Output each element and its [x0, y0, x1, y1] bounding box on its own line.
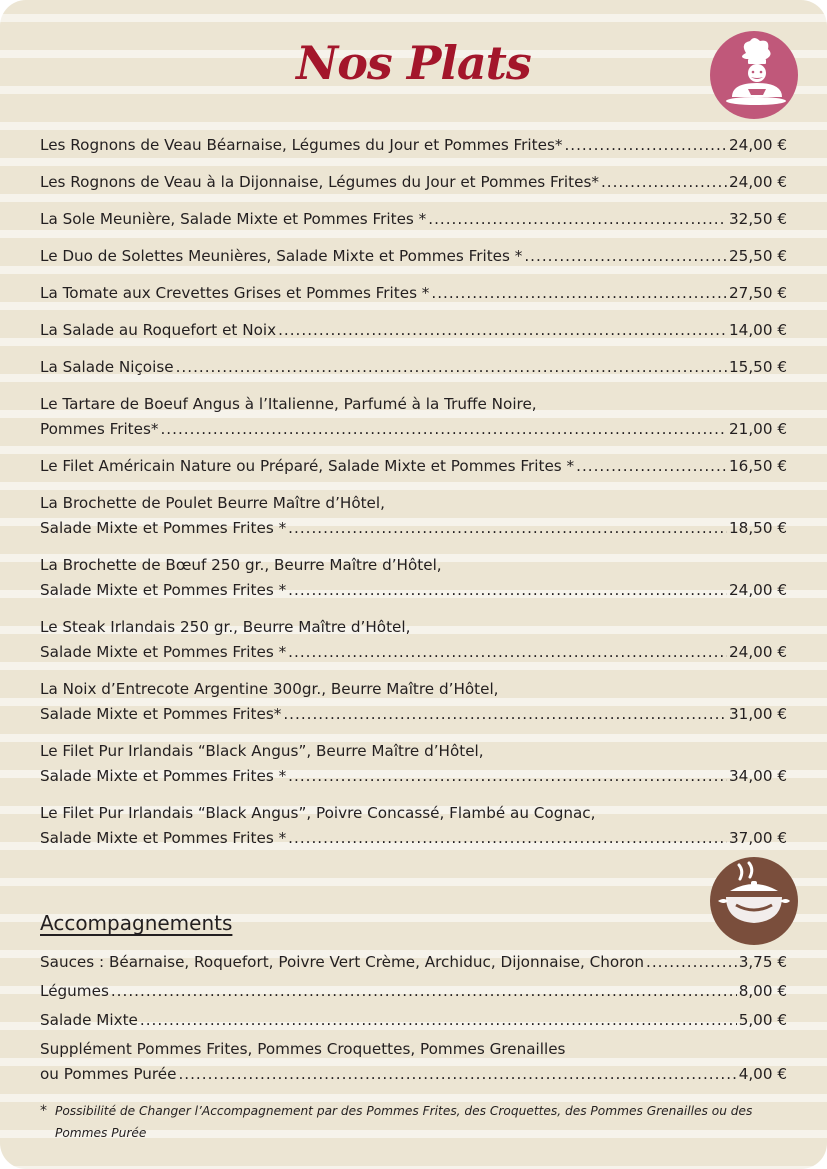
menu-item	[40, 553, 787, 603]
menu-item	[40, 739, 787, 789]
menu-item-name: Les Rognons de Veau Béarnaise, Légumes du Jour et Pommes Frites*	[40, 136, 563, 154]
menu-item	[40, 207, 787, 232]
menu-item-name: Sauces : Béarnaise, Roquefort, Poivre Vert Crème, Archiduc, Dijonnaise, Choron	[40, 953, 644, 971]
menu-item	[40, 318, 787, 343]
menu-item	[40, 454, 787, 479]
menu-item-name: Légumes	[40, 982, 109, 1000]
menu-item-name: Salade Mixte et Pommes Frites *	[40, 829, 287, 847]
menu-item	[40, 615, 787, 665]
menu-item-price: 8,00 €	[738, 982, 787, 1000]
menu-item-name: La Salade Niçoise	[40, 358, 174, 376]
menu-item-description: La Brochette de Bœuf 250 gr., Beurre Maître d’Hôtel,	[40, 556, 442, 574]
menu-item-name: Le Filet Américain Nature ou Préparé, Salade Mixte et Pommes Frites *	[40, 457, 575, 475]
menu-item	[40, 392, 787, 442]
menu-item-description: La Noix d’Entrecote Argentine 300gr., Beurre Maître d’Hôtel,	[40, 680, 499, 698]
menu-item-name: La Sole Meunière, Salade Mixte et Pommes Frites *	[40, 210, 427, 228]
menu-item-description: Le Steak Irlandais 250 gr., Beurre Maître d’Hôtel,	[40, 618, 411, 636]
menu-item-price: 34,00 €	[729, 767, 787, 785]
menu-item-price: 4,00 €	[738, 1065, 787, 1083]
menu-item-name: Salade Mixte et Pommes Frites *	[40, 581, 287, 599]
menu-item-description: Le Filet Pur Irlandais “Black Angus”, Beurre Maître d’Hôtel,	[40, 742, 484, 760]
menu-item-name: Salade Mixte et Pommes Frites *	[40, 519, 287, 537]
menu-item-price: 24,00 €	[729, 643, 787, 661]
menu-item-price: 18,50 €	[729, 519, 787, 537]
chef-icon	[710, 31, 798, 119]
menu-item	[40, 491, 787, 541]
menu-item-price: 24,00 €	[729, 173, 787, 191]
menu-item-price: 3,75 €	[738, 953, 787, 971]
menu-item	[40, 133, 787, 158]
menu-item-name: Salade Mixte et Pommes Frites *	[40, 767, 287, 785]
page-title: Nos Plats	[296, 36, 531, 90]
menu-item-price: 14,00 €	[729, 321, 787, 339]
menu-item-price: 5,00 €	[738, 1011, 787, 1029]
plats-list	[40, 133, 787, 863]
menu-item	[40, 677, 787, 727]
menu-item-name: Salade Mixte	[40, 1011, 138, 1029]
menu-item-price: 31,00 €	[729, 705, 787, 723]
menu-item-name: Les Rognons de Veau à la Dijonnaise, Légumes du Jour et Pommes Frites*	[40, 173, 599, 191]
menu-item	[40, 355, 787, 380]
menu-item	[40, 950, 787, 975]
menu-item-price: 15,50 €	[729, 358, 787, 376]
menu-item-name: Salade Mixte et Pommes Frites *	[40, 643, 287, 661]
footnote-text: Possibilité de Changer l’Accompagnement par des Pommes Frites, des Croquettes, des Pommes Grenailles ou des Pommes Purée	[55, 1104, 753, 1140]
section-title: Accompagnements	[40, 911, 233, 935]
menu-item-price: 25,50 €	[729, 247, 787, 265]
menu-item	[40, 281, 787, 306]
menu-item-price: 32,50 €	[729, 210, 787, 228]
menu-item-name: Salade Mixte et Pommes Frites*	[40, 705, 282, 723]
menu-item	[40, 979, 787, 1004]
menu-item	[40, 244, 787, 269]
menu-item	[40, 1037, 787, 1087]
menu-item-description: Supplément Pommes Frites, Pommes Croquettes, Pommes Grenailles	[40, 1040, 566, 1058]
menu-item-price: 16,50 €	[729, 457, 787, 475]
footnote	[40, 1100, 787, 1144]
menu-item-description: La Brochette de Poulet Beurre Maître d’Hôtel,	[40, 494, 385, 512]
menu-item	[40, 1008, 787, 1033]
accompagnements-section	[40, 911, 787, 1091]
menu-item-name: Le Duo de Solettes Meunières, Salade Mixte et Pommes Frites *	[40, 247, 523, 265]
menu-item-price: 24,00 €	[729, 581, 787, 599]
menu-item-name: Pommes Frites*	[40, 420, 159, 438]
menu-item-description: Le Filet Pur Irlandais “Black Angus”, Poivre Concassé, Flambé au Cognac,	[40, 804, 596, 822]
menu-item-name: ou Pommes Purée	[40, 1065, 177, 1083]
menu-item-price: 24,00 €	[729, 136, 787, 154]
footnote-star: *	[40, 1103, 47, 1119]
menu-item-price: 37,00 €	[729, 829, 787, 847]
menu-item	[40, 801, 787, 851]
menu-item-name: La Salade au Roquefort et Noix	[40, 321, 277, 339]
menu-item-price: 27,50 €	[729, 284, 787, 302]
menu-item-description: Le Tartare de Boeuf Angus à l’Italienne, Parfumé à la Truffe Noire,	[40, 395, 537, 413]
menu-item-name: La Tomate aux Crevettes Grises et Pommes Frites *	[40, 284, 430, 302]
menu-item	[40, 170, 787, 195]
menu-item-price: 21,00 €	[729, 420, 787, 438]
